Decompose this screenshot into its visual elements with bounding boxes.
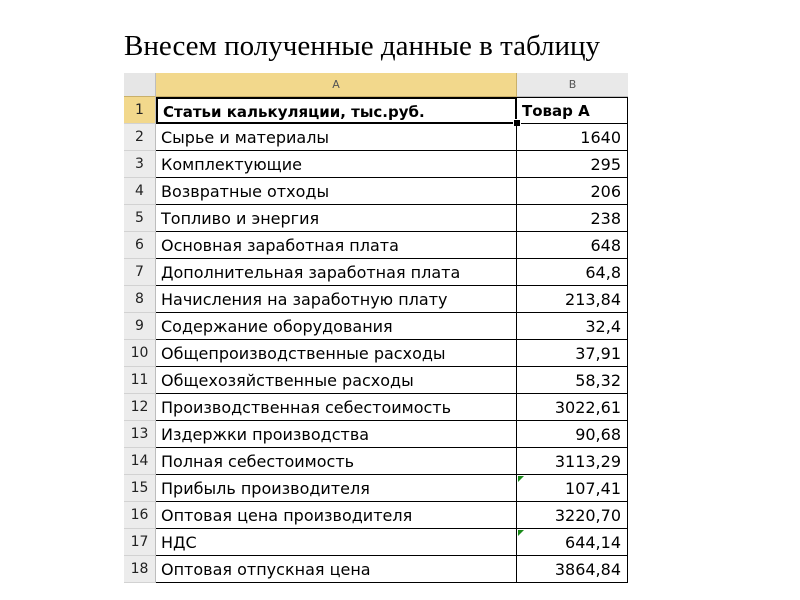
row-header[interactable]: 13 bbox=[124, 421, 156, 448]
table-row bbox=[124, 151, 628, 178]
cell-a3[interactable]: Комплектующие bbox=[156, 151, 517, 178]
cell-a8[interactable]: Начисления на заработную плату bbox=[156, 286, 517, 313]
cell-a13[interactable]: Издержки производства bbox=[156, 421, 517, 448]
cell-a12[interactable]: Производственная себестоимость bbox=[156, 394, 517, 421]
row-header[interactable]: 11 bbox=[124, 367, 156, 394]
cell-b3[interactable]: 295 bbox=[517, 151, 628, 178]
row-header[interactable]: 1 bbox=[124, 97, 156, 124]
cell-b12[interactable]: 3022,61 bbox=[517, 394, 628, 421]
row-header[interactable]: 8 bbox=[124, 286, 156, 313]
row-header[interactable]: 2 bbox=[124, 124, 156, 151]
column-header-b[interactable] bbox=[517, 73, 628, 97]
cell-b14[interactable]: 3113,29 bbox=[517, 448, 628, 475]
table-row bbox=[124, 475, 628, 502]
cell-a9[interactable]: Содержание оборудования bbox=[156, 313, 517, 340]
cell-b15[interactable]: 107,41 bbox=[517, 475, 628, 502]
row-header[interactable]: 14 bbox=[124, 448, 156, 475]
cell-b5[interactable]: 238 bbox=[517, 205, 628, 232]
table-row bbox=[124, 205, 628, 232]
table-row bbox=[124, 556, 628, 583]
column-header-a[interactable] bbox=[156, 73, 517, 97]
table-row bbox=[124, 259, 628, 286]
slide-title: Внесем полученные данные в таблицу bbox=[124, 30, 601, 62]
cell-b17[interactable]: 644,14 bbox=[517, 529, 628, 556]
cell-a1[interactable]: Статьи калькуляции, тыс.руб. bbox=[156, 97, 517, 124]
column-header-a-label: A bbox=[332, 78, 340, 91]
table-row bbox=[124, 502, 628, 529]
cell-b1[interactable]: Товар А bbox=[517, 97, 628, 124]
row-header[interactable]: 6 bbox=[124, 232, 156, 259]
cell-a4[interactable]: Возвратные отходы bbox=[156, 178, 517, 205]
select-all-corner[interactable] bbox=[124, 73, 156, 97]
cell-a11[interactable]: Общехозяйственные расходы bbox=[156, 367, 517, 394]
table-row bbox=[124, 340, 628, 367]
row-header[interactable]: 5 bbox=[124, 205, 156, 232]
table-row bbox=[124, 97, 628, 124]
spreadsheet bbox=[124, 73, 628, 600]
cell-b13[interactable]: 90,68 bbox=[517, 421, 628, 448]
column-header-b-label: B bbox=[568, 78, 577, 91]
table-row bbox=[124, 232, 628, 259]
cell-a10[interactable]: Общепроизводственные расходы bbox=[156, 340, 517, 367]
row-header[interactable]: 17 bbox=[124, 529, 156, 556]
cell-b4[interactable]: 206 bbox=[517, 178, 628, 205]
cell-a2[interactable]: Сырье и материалы bbox=[156, 124, 517, 151]
row-header[interactable]: 9 bbox=[124, 313, 156, 340]
cell-b9[interactable]: 32,4 bbox=[517, 313, 628, 340]
table-row bbox=[124, 394, 628, 421]
cell-a5[interactable]: Топливо и энергия bbox=[156, 205, 517, 232]
cell-b18[interactable]: 3864,84 bbox=[517, 556, 628, 583]
row-header[interactable]: 15 bbox=[124, 475, 156, 502]
cell-b2[interactable]: 1640 bbox=[517, 124, 628, 151]
row-header[interactable]: 18 bbox=[124, 556, 156, 583]
cell-a16[interactable]: Оптовая цена производителя bbox=[156, 502, 517, 529]
table-row bbox=[124, 448, 628, 475]
row-header[interactable]: 4 bbox=[124, 178, 156, 205]
row-header[interactable]: 7 bbox=[124, 259, 156, 286]
cell-b8[interactable]: 213,84 bbox=[517, 286, 628, 313]
cell-a18[interactable]: Оптовая отпускная цена bbox=[156, 556, 517, 583]
cell-b6[interactable]: 648 bbox=[517, 232, 628, 259]
cell-b10[interactable]: 37,91 bbox=[517, 340, 628, 367]
cell-a7[interactable]: Дополнительная заработная плата bbox=[156, 259, 517, 286]
cell-b7[interactable]: 64,8 bbox=[517, 259, 628, 286]
cell-a15[interactable]: Прибыль производителя bbox=[156, 475, 517, 502]
cell-b11[interactable]: 58,32 bbox=[517, 367, 628, 394]
table-row bbox=[124, 124, 628, 151]
table-row bbox=[124, 367, 628, 394]
cell-a17[interactable]: НДС bbox=[156, 529, 517, 556]
error-indicator-icon bbox=[518, 476, 524, 482]
table-row bbox=[124, 313, 628, 340]
cell-a14[interactable]: Полная себестоимость bbox=[156, 448, 517, 475]
row-header[interactable]: 3 bbox=[124, 151, 156, 178]
table-row bbox=[124, 529, 628, 556]
cell-a6[interactable]: Основная заработная плата bbox=[156, 232, 517, 259]
error-indicator-icon bbox=[518, 530, 524, 536]
row-header[interactable]: 16 bbox=[124, 502, 156, 529]
table-row bbox=[124, 178, 628, 205]
cell-b16[interactable]: 3220,70 bbox=[517, 502, 628, 529]
row-header[interactable]: 10 bbox=[124, 340, 156, 367]
table-row bbox=[124, 421, 628, 448]
row-header[interactable]: 12 bbox=[124, 394, 156, 421]
table-row bbox=[124, 286, 628, 313]
